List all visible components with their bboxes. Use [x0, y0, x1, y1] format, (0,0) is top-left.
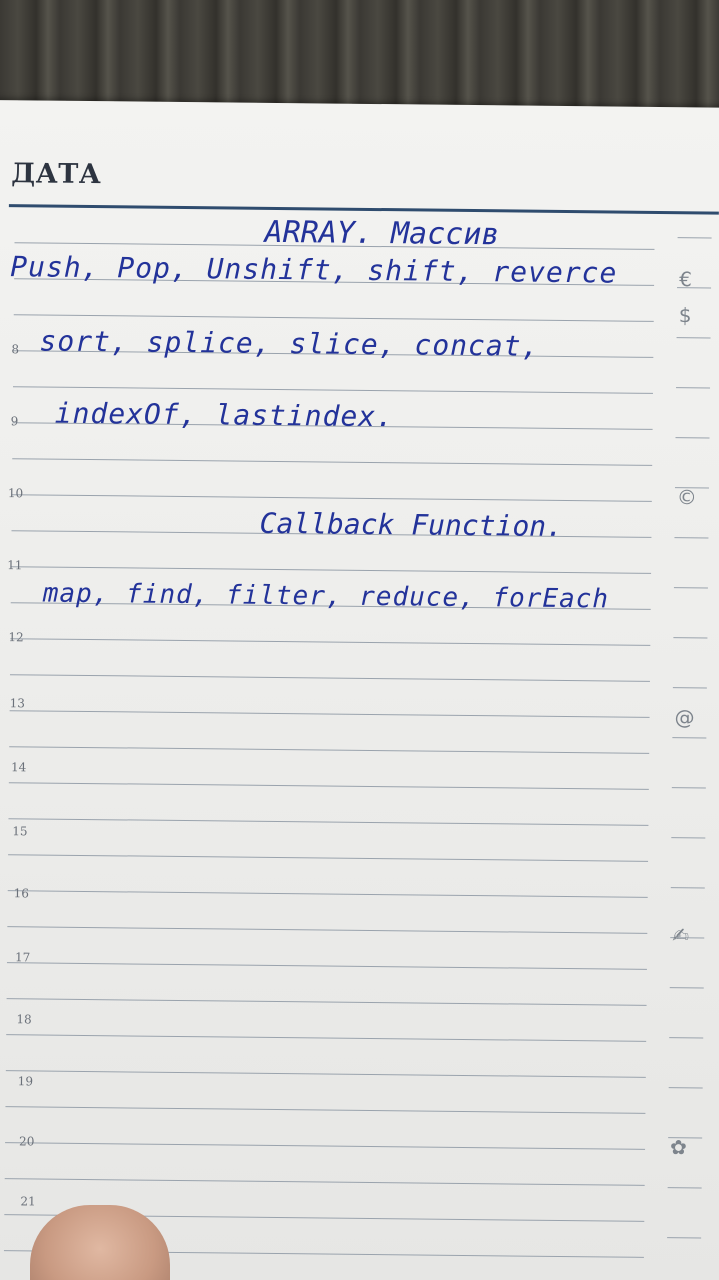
handwritten-subtitle: Callback Function.	[259, 506, 564, 543]
ruled-line	[12, 458, 652, 466]
ruled-line	[9, 746, 649, 754]
margin-tick	[667, 1237, 701, 1238]
ruled-line	[7, 926, 647, 934]
margin-tick	[668, 1187, 702, 1188]
ruled-line	[11, 566, 651, 574]
page-header-date-label: ДАТА	[11, 158, 102, 191]
handwritten-line: Push, Pop, Unshift, shift, reverce	[10, 250, 618, 290]
ruled-line	[10, 710, 650, 718]
margin-tick	[671, 837, 705, 838]
line-number: 13	[9, 696, 26, 711]
margin-tick	[677, 337, 711, 338]
margin-tick	[672, 737, 706, 738]
ruled-line	[7, 998, 647, 1006]
line-number: 10	[7, 486, 24, 501]
margin-tick	[678, 237, 712, 238]
ruled-line	[7, 962, 647, 970]
flower-icon: ✿	[669, 1135, 687, 1160]
notebook-page	[0, 100, 719, 1280]
line-number: 12	[8, 630, 24, 645]
handwritten-line: sort, splice, slice, concat,	[39, 324, 540, 363]
dollar-icon: $	[678, 303, 692, 328]
margin-icon-column	[666, 227, 718, 1280]
writing-hand-icon: ✍	[672, 923, 690, 948]
line-number: 11	[7, 558, 23, 573]
line-number: 20	[19, 1134, 35, 1149]
line-number: 14	[10, 760, 27, 775]
at-icon: @	[674, 705, 695, 730]
margin-tick	[673, 637, 707, 638]
line-number: 18	[16, 1012, 32, 1027]
ruled-line	[8, 854, 648, 862]
handwritten-title: ARRAY. Массив	[264, 214, 500, 253]
euro-icon: €	[679, 267, 693, 292]
ruled-line	[5, 1142, 645, 1150]
copyright-icon: ©	[676, 485, 698, 510]
margin-tick	[675, 437, 709, 438]
ruled-line	[14, 314, 654, 322]
line-number: 17	[14, 950, 31, 965]
line-number: 21	[20, 1194, 36, 1209]
line-number: 15	[12, 824, 28, 839]
margin-tick	[674, 587, 708, 588]
line-number: 16	[13, 886, 30, 901]
margin-tick	[669, 1037, 703, 1038]
ruled-line	[8, 890, 648, 898]
margin-tick	[672, 787, 706, 788]
ruled-line	[10, 674, 650, 682]
line-number: 8	[11, 342, 20, 357]
ruled-line	[12, 494, 652, 502]
ruled-line	[9, 782, 649, 790]
ruled-line	[8, 818, 648, 826]
handwritten-line: indexOf, lastindex.	[54, 396, 395, 434]
ruled-line	[6, 1070, 646, 1078]
ruled-line	[5, 1178, 645, 1186]
line-number: 19	[17, 1074, 34, 1089]
ruled-line	[10, 638, 650, 646]
margin-tick	[669, 1087, 703, 1088]
margin-tick	[670, 987, 704, 988]
margin-tick	[676, 387, 710, 388]
ruled-line	[6, 1034, 646, 1042]
handwritten-line: map, find, filter, reduce, forEach	[42, 578, 610, 615]
ruled-line	[5, 1106, 645, 1114]
line-number: 9	[10, 414, 19, 429]
margin-tick	[673, 687, 707, 688]
margin-tick	[671, 887, 705, 888]
ruled-line	[13, 386, 653, 394]
margin-tick	[674, 537, 708, 538]
header-rule	[9, 204, 719, 214]
